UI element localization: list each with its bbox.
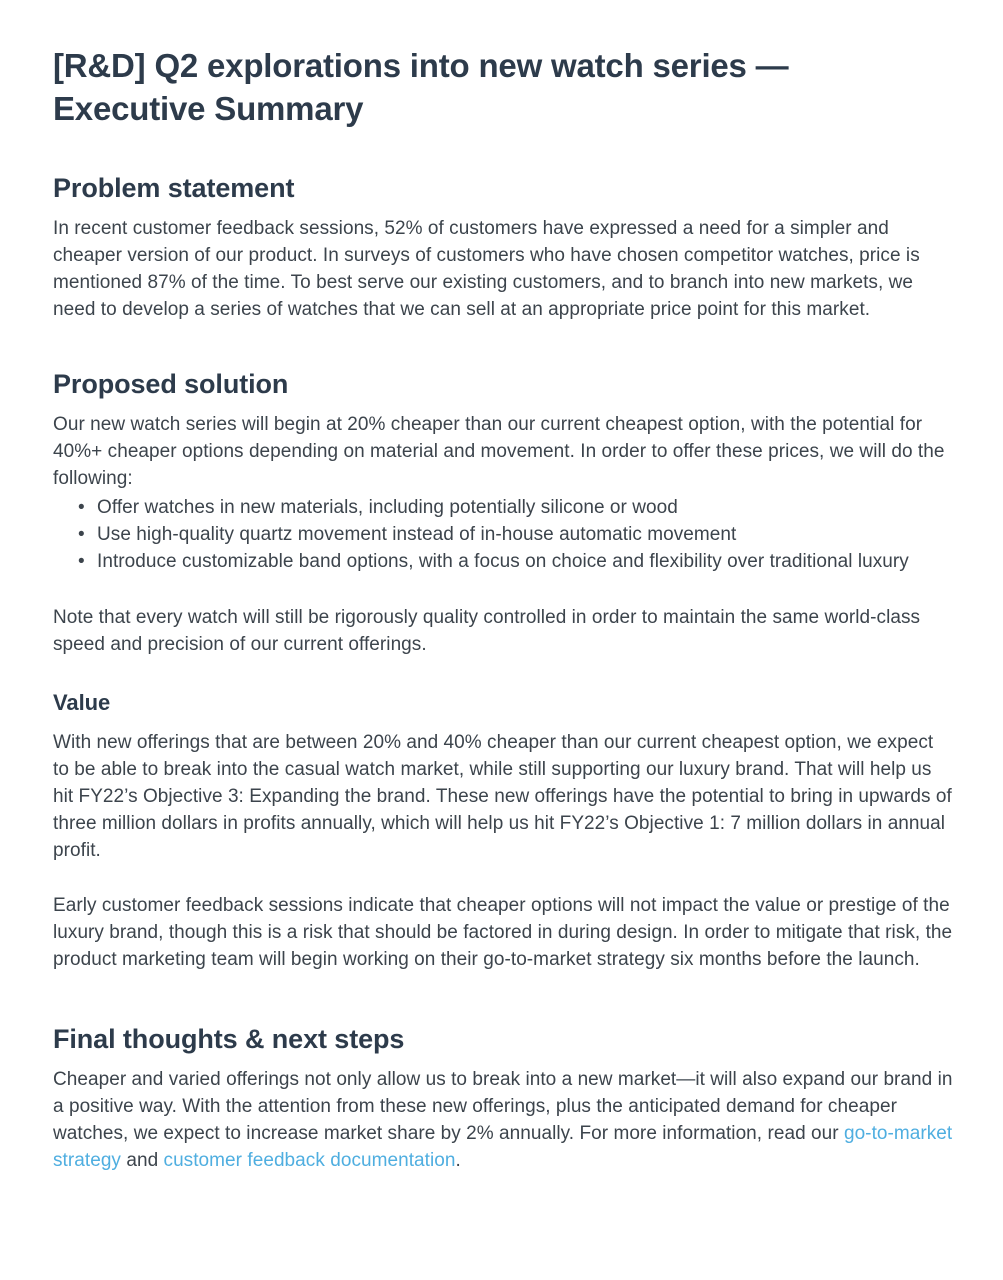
list-item: • Introduce customizable band options, with a focus on choice and flexibility over traditional luxury <box>97 548 953 575</box>
paragraph-value-1: With new offerings that are between 20% and 40% cheaper than our current cheapest option, we expect to be able to break into the casual watch market, while still supporting our luxury brand. That will help us hit FY22’s Objective 3: Expanding the brand. These new offerings have the potential to bring in upwards of three million dollars in profits annually, which will help us hit FY22’s Objective 1: 7 million dollars in annual profit. <box>53 732 952 861</box>
section-heading-final-thoughts: Final thoughts & next steps <box>53 1024 405 1054</box>
final-thoughts-conjunction: and <box>121 1150 164 1171</box>
go-to-market-strategy-link[interactable]: go-to-market strategy <box>53 1123 953 1171</box>
final-thoughts-trailing-period: . <box>455 1150 461 1171</box>
final-thoughts-lead-text: Cheaper and varied offerings not only allow us to break into a new market—it will also expand our brand in a positive way. With the attention from these new offerings, plus the anticipated demand for cheaper watches, we expect to increase market share by 2% annually. For more information, read our <box>53 1069 953 1144</box>
paragraph-problem-statement: In recent customer feedback sessions, 52% of customers have expressed a need for a simpler and cheaper version of our product. In surveys of customers who have chosen competitor watches, price is mentioned 87% of the time. To best serve our existing customers, and to branch into new markets, we need to develop a series of watches that we can sell at an appropriate price point for this market. <box>53 218 920 320</box>
section-heading-value: Value <box>53 690 111 715</box>
paragraph-quality-note: Note that every watch will still be rigorously quality controlled in order to maintain the same world-class speed and precision of our current offerings. <box>53 607 921 655</box>
list-item: • Use high-quality quartz movement instead of in-house automatic movement <box>97 521 953 548</box>
paragraph-proposed-solution-intro: Our new watch series will begin at 20% cheaper than our current cheapest option, with the potential for 40%+ cheaper options depending on material and movement. In order to offer these prices, we will do the following: <box>53 414 945 489</box>
paragraph-value-2: Early customer feedback sessions indicate that cheaper options will not impact the value or prestige of the luxury brand, though this is a risk that should be factored in during design. In order to mitigate that risk, the product marketing team will begin working on their go-to-market strategy six months before the launch. <box>53 895 953 970</box>
paragraph-final-thoughts <box>53 1066 953 1174</box>
list-item: • Offer watches in new materials, including potentially silicone or wood <box>97 494 953 521</box>
section-heading-problem-statement: Problem statement <box>53 173 295 203</box>
proposed-solution-bullet-list <box>53 494 953 575</box>
customer-feedback-documentation-link[interactable]: customer feedback documentation <box>163 1150 456 1171</box>
page-title: [R&D] Q2 explorations into new watch series — Executive Summary <box>53 47 789 127</box>
section-heading-proposed-solution: Proposed solution <box>53 369 289 399</box>
